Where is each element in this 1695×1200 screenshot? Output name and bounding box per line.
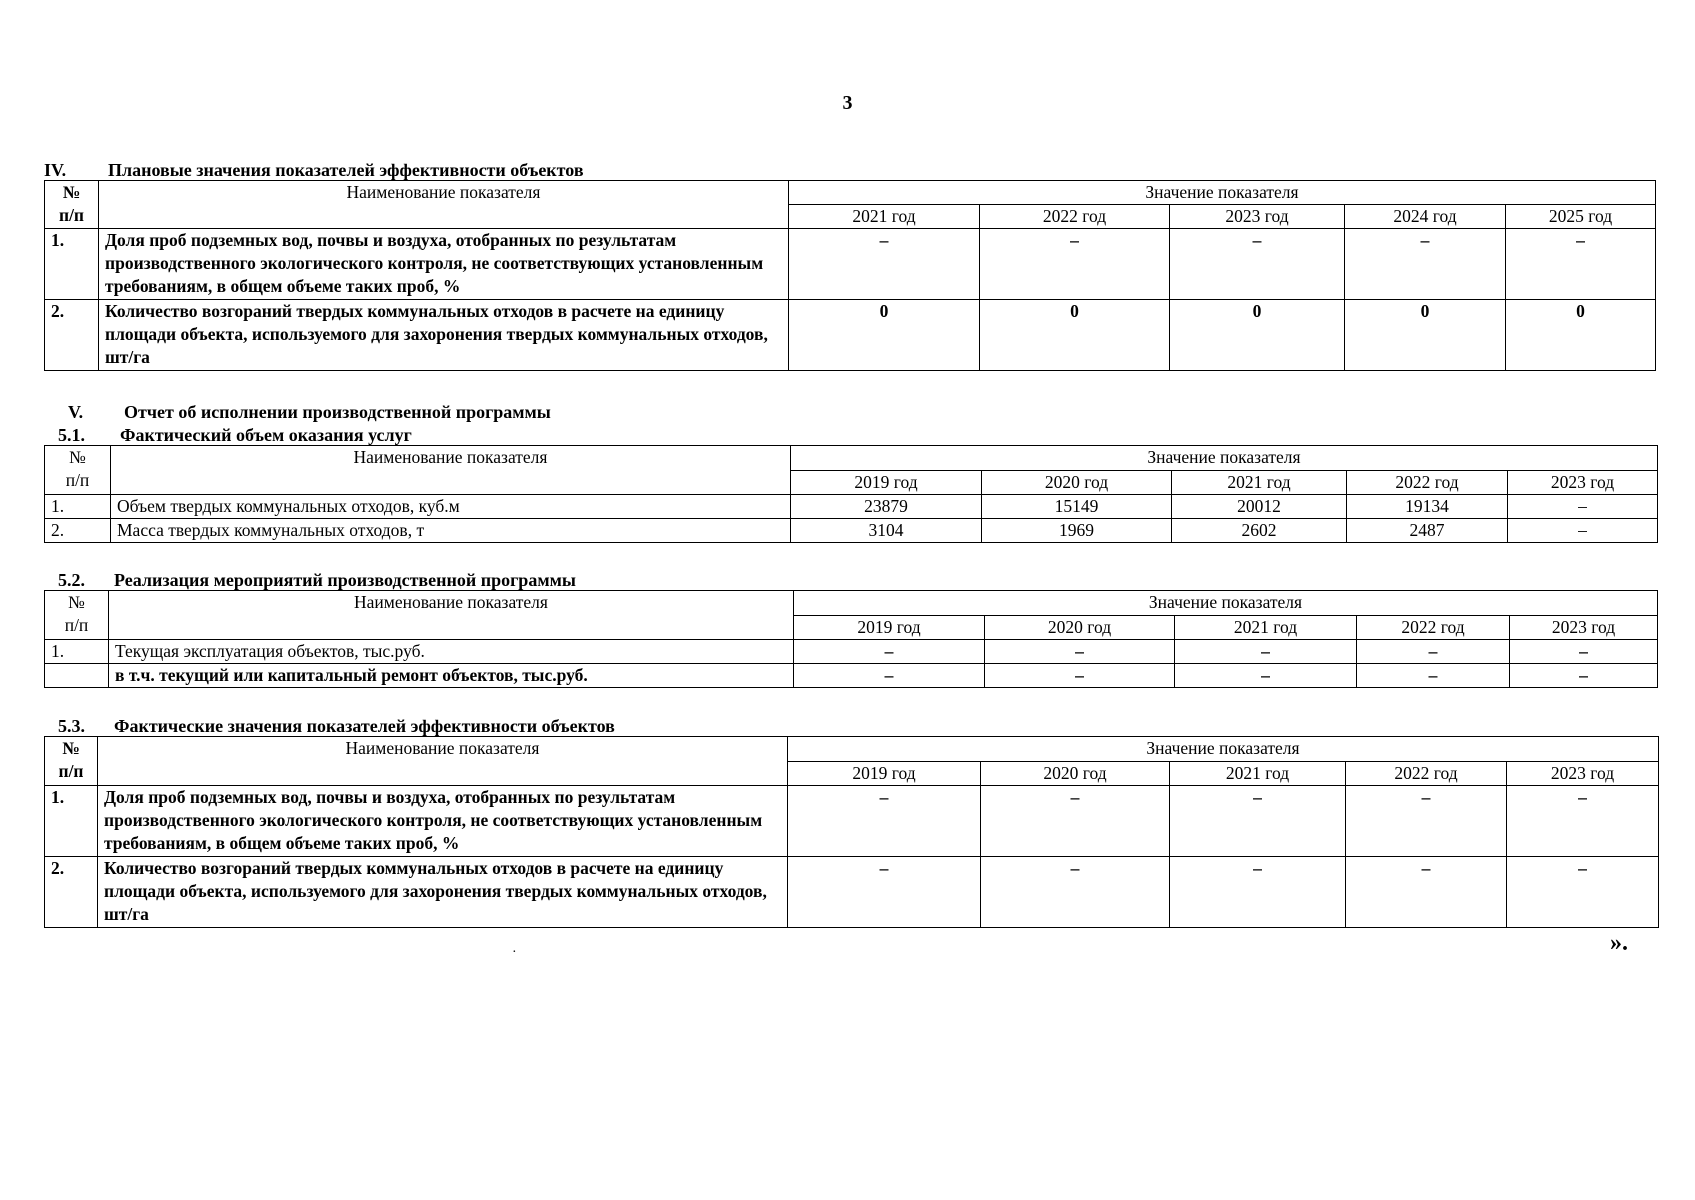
value-cell: – [1357, 640, 1510, 664]
table-row [45, 786, 1659, 857]
year-header: 2022 год [1346, 762, 1507, 786]
col-name-header: Наименование показателя [98, 737, 788, 786]
year-header: 2021 год [1172, 471, 1347, 495]
col-number-header: № п/п [45, 446, 111, 495]
year-header: 2021 год [1170, 762, 1346, 786]
value-cell: – [788, 786, 981, 857]
table-row [45, 495, 1658, 519]
year-header: 2020 год [982, 471, 1172, 495]
value-cell: 0 [789, 300, 980, 371]
row-number: 1. [45, 229, 99, 300]
table-row [45, 664, 1658, 688]
value-cell: 20012 [1172, 495, 1347, 519]
value-cell: – [1346, 857, 1507, 928]
value-cell: – [985, 640, 1175, 664]
col-value-header: Значение показателя [789, 181, 1656, 205]
year-header: 2020 год [985, 616, 1175, 640]
value-cell: 3104 [791, 519, 982, 543]
year-header: 2021 год [789, 205, 980, 229]
row-number: 2. [45, 857, 98, 928]
row-number [45, 664, 109, 688]
section-program-measures [44, 570, 1657, 688]
row-name: Доля проб подземных вод, почвы и воздуха, отобранных по результатам производственного экологического контроля, не соответствующих установленным требованиям, в общем объеме таких проб, % [98, 786, 788, 857]
table-row [45, 857, 1659, 928]
year-header: 2022 год [1357, 616, 1510, 640]
section-title: Реализация мероприятий производственной программы [114, 570, 576, 590]
actual-indicators-table [44, 736, 1659, 928]
col-value-header: Значение показателя [791, 446, 1658, 471]
table-row [45, 640, 1658, 664]
value-cell: – [981, 786, 1170, 857]
value-cell: 0 [1170, 300, 1345, 371]
planned-indicators-table [44, 180, 1656, 371]
closing-mark: ». [1610, 930, 1628, 956]
year-header: 2024 год [1345, 205, 1506, 229]
section-heading [44, 716, 1658, 736]
col-value-header: Значение показателя [788, 737, 1659, 762]
col-value-header: Значение показателя [794, 591, 1658, 616]
row-number: 2. [45, 300, 99, 371]
page-number: 3 [842, 92, 853, 114]
year-header: 2022 год [980, 205, 1170, 229]
value-cell: – [1345, 229, 1506, 300]
value-cell: – [789, 229, 980, 300]
row-name: Масса твердых коммунальных отходов, т [111, 519, 791, 543]
value-cell: – [1170, 857, 1346, 928]
row-name: в т.ч. текущий или капитальный ремонт объектов, тыс.руб. [109, 664, 794, 688]
section-heading [44, 402, 1655, 422]
section-title: Фактический объем оказания услуг [120, 425, 412, 445]
value-cell: 15149 [982, 495, 1172, 519]
value-cell: – [1510, 664, 1658, 688]
year-header: 2019 год [794, 616, 985, 640]
value-cell: – [1508, 519, 1658, 543]
col-name-header: Наименование показателя [99, 181, 789, 229]
year-header: 2023 год [1510, 616, 1658, 640]
year-header: 2023 год [1507, 762, 1659, 786]
value-cell: – [1357, 664, 1510, 688]
value-cell: – [794, 664, 985, 688]
section-heading [44, 425, 1657, 445]
year-header: 2023 год [1508, 471, 1658, 495]
value-cell: – [1510, 640, 1658, 664]
value-cell: – [1170, 229, 1345, 300]
value-cell: – [1346, 786, 1507, 857]
section-number: V. [68, 402, 84, 422]
value-cell: 2602 [1172, 519, 1347, 543]
row-name: Текущая эксплуатация объектов, тыс.руб. [109, 640, 794, 664]
value-cell: – [1506, 229, 1656, 300]
section-report [44, 402, 1655, 422]
row-number: 2. [45, 519, 111, 543]
section-title: Отчет об исполнении производственной программы [124, 402, 551, 422]
year-header: 2019 год [788, 762, 981, 786]
section-title: Фактические значения показателей эффективности объектов [114, 716, 615, 736]
value-cell: 23879 [791, 495, 982, 519]
value-cell: – [1175, 664, 1357, 688]
table-row [45, 519, 1658, 543]
row-name: Количество возгораний твердых коммунальных отходов в расчете на единицу площади объекта, используемого для захоронения твердых коммунальных отходов, шт/га [98, 857, 788, 928]
value-cell: – [788, 857, 981, 928]
year-header: 2022 год [1347, 471, 1508, 495]
row-name: Объем твердых коммунальных отходов, куб.м [111, 495, 791, 519]
section-number: 5.2. [58, 570, 85, 590]
scan-speck: · [512, 945, 517, 960]
value-cell: 1969 [982, 519, 1172, 543]
value-cell: – [985, 664, 1175, 688]
row-name: Доля проб подземных вод, почвы и воздуха, отобранных по результатам производственного экологического контроля, не соответствующих установленным требованиям, в общем объеме таких проб, % [99, 229, 789, 300]
table-row [45, 229, 1656, 300]
row-number: 1. [45, 640, 109, 664]
year-header: 2025 год [1506, 205, 1656, 229]
section-number: IV. [44, 160, 67, 180]
col-number-header: № п/п [45, 591, 109, 640]
value-cell: 0 [1345, 300, 1506, 371]
value-cell: 0 [1506, 300, 1656, 371]
value-cell: 2487 [1347, 519, 1508, 543]
row-number: 1. [45, 495, 111, 519]
section-number: 5.3. [58, 716, 85, 736]
actual-volume-table [44, 445, 1658, 543]
year-header: 2021 год [1175, 616, 1357, 640]
year-header: 2020 год [981, 762, 1170, 786]
section-heading [44, 570, 1657, 590]
col-name-header: Наименование показателя [111, 446, 791, 495]
section-actual-volume [44, 425, 1657, 543]
value-cell: 19134 [1347, 495, 1508, 519]
row-name: Количество возгораний твердых коммунальных отходов в расчете на единицу площади объекта, используемого для захоронения твердых коммунальных отходов, шт/га [99, 300, 789, 371]
value-cell: – [981, 857, 1170, 928]
value-cell: – [1175, 640, 1357, 664]
section-planned-indicators [44, 160, 1655, 371]
value-cell: – [1507, 786, 1659, 857]
program-measures-table [44, 590, 1658, 688]
section-title: Плановые значения показателей эффективности объектов [108, 160, 584, 180]
section-actual-indicators [44, 716, 1658, 928]
year-header: 2023 год [1170, 205, 1345, 229]
table-row [45, 300, 1656, 371]
year-header: 2019 год [791, 471, 982, 495]
value-cell: – [980, 229, 1170, 300]
value-cell: – [1507, 857, 1659, 928]
section-heading [44, 160, 1655, 180]
value-cell: – [794, 640, 985, 664]
col-number-header: № п/п [45, 181, 99, 229]
row-number: 1. [45, 786, 98, 857]
value-cell: – [1170, 786, 1346, 857]
value-cell: – [1508, 495, 1658, 519]
col-name-header: Наименование показателя [109, 591, 794, 640]
section-number: 5.1. [58, 425, 85, 445]
value-cell: 0 [980, 300, 1170, 371]
col-number-header: № п/п [45, 737, 98, 786]
